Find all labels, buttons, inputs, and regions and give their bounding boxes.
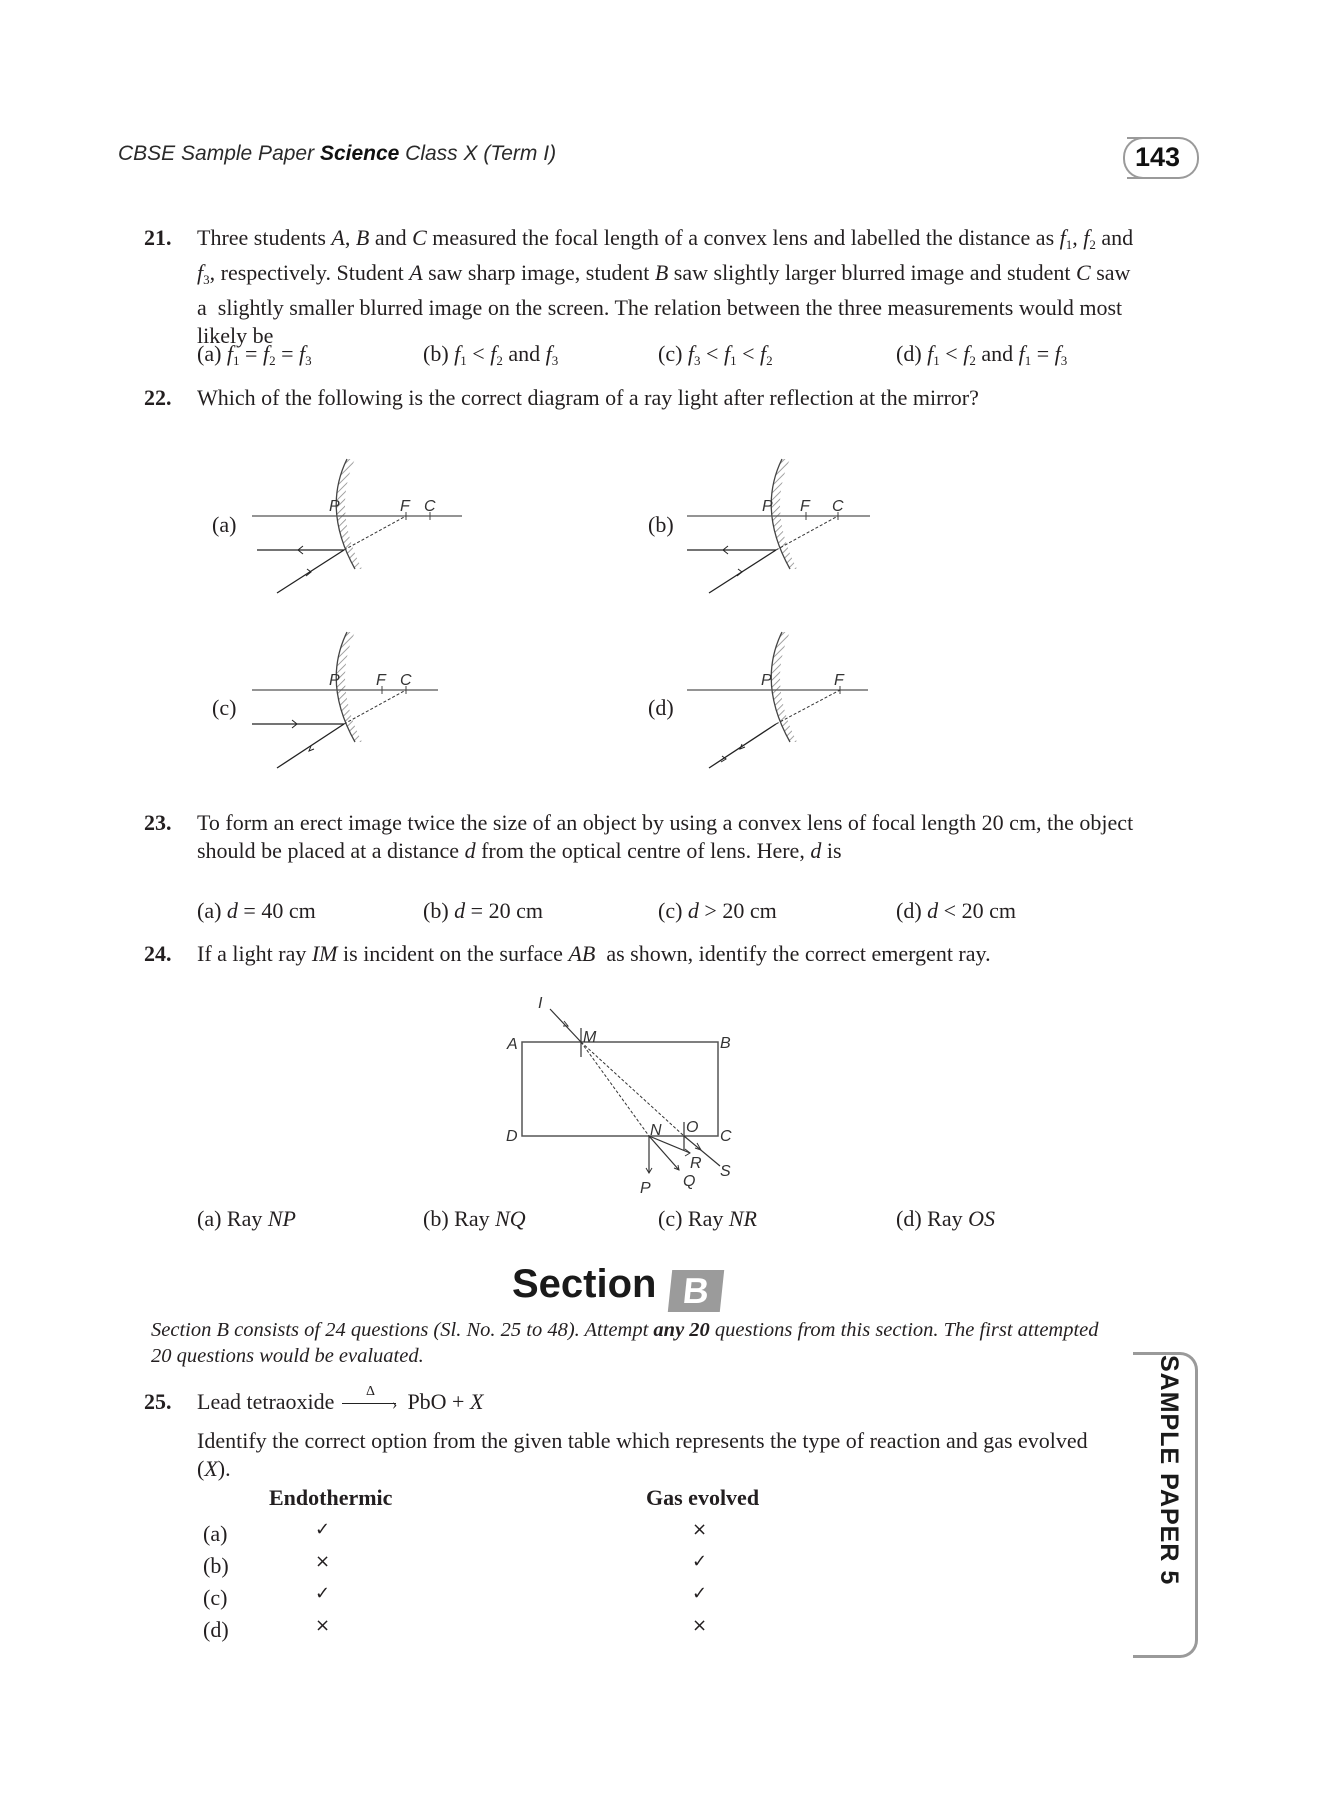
svg-text:S: S [720, 1163, 731, 1180]
svg-text:P: P [762, 498, 773, 515]
column-header-gas: Gas evolved [646, 1485, 760, 1510]
svg-text:B: B [720, 1035, 731, 1052]
diagram-c-label[interactable]: (c) [212, 695, 237, 720]
row-b-label[interactable]: (b) [203, 1553, 229, 1578]
option-c[interactable]: (c) $f_3 < f_1 < f_2$ [658, 341, 773, 368]
mirror-diagram-d [675, 628, 905, 778]
option-c[interactable]: (c) d > 20 cm [658, 898, 777, 923]
svg-text:C: C [424, 498, 436, 515]
row-c-label[interactable]: (c) [203, 1585, 228, 1610]
question-23-text: To form an erect image twice the size of an object by using a convex lens of focal length 20 cm, the object should be placed at a distance d from the optical centre of lens. Here, d is [197, 810, 1134, 863]
option-b[interactable]: (b) $f_1 < f_2$ and $f_3$ [423, 341, 559, 368]
svg-text:P: P [329, 498, 340, 515]
svg-text:C: C [720, 1128, 732, 1145]
svg-text:N: N [650, 1122, 662, 1139]
option-d[interactable]: (d) d < 20 cm [896, 898, 1016, 923]
mirror-diagram-a [240, 455, 470, 605]
svg-text:P: P [640, 1180, 651, 1197]
section-instructions: Section B consists of 24 questions (Sl. No. 25 to 48). Attempt any 20 questions from this section. The first attempted 20 questions would be evaluated. [151, 1319, 1099, 1367]
svg-text:C: C [832, 498, 844, 515]
column-header-endothermic: Endothermic [269, 1485, 393, 1510]
running-header: CBSE Sample Paper Science Class X (Term I) [118, 142, 557, 165]
option-c[interactable]: (c) Ray NR [658, 1206, 757, 1231]
option-d[interactable]: (d) Ray OS [896, 1206, 995, 1231]
svg-text:O: O [686, 1119, 699, 1136]
question-24-text: If a light ray IM is incident on the surface AB as shown, identify the correct emergent ray. [197, 941, 991, 966]
page-number-badge: 143 [1127, 137, 1199, 179]
svg-text:F: F [800, 498, 810, 515]
mirror-diagram-b [675, 455, 905, 605]
option-a[interactable]: (a) $f_1 = f_2 = f_3$ [197, 341, 312, 368]
svg-text:F: F [376, 672, 386, 689]
option-a[interactable]: (a) d = 40 cm [197, 898, 316, 923]
svg-text:M: M [583, 1029, 597, 1046]
svg-text:Q: Q [683, 1173, 696, 1190]
svg-text:A: A [507, 1036, 518, 1053]
diagram-d-label[interactable]: (d) [648, 695, 674, 720]
svg-text:C: C [400, 672, 412, 689]
svg-text:I: I [538, 995, 543, 1012]
mirror-diagram-c [240, 628, 470, 778]
row-a-label[interactable]: (a) [203, 1521, 228, 1546]
option-b[interactable]: (b) d = 20 cm [423, 898, 543, 923]
diagram-a-label[interactable]: (a) [212, 512, 237, 537]
glass-slab-diagram [480, 990, 740, 1210]
option-a[interactable]: (a) Ray NP [197, 1206, 296, 1231]
option-b[interactable]: (b) Ray NQ [423, 1206, 526, 1231]
question-21-text: Three students A, B and C measured the focal length of a convex lens and labelled the distance as $f_1$, $f_2$ and $f_3$, respectively. Student A saw sharp image, student B saw slightly larger blurred image and student C saw a slightly smaller blurred image on the screen. The relation between the three measurements would most likely be [197, 225, 1134, 348]
section-letter-badge: B [668, 1270, 724, 1312]
svg-text:R: R [690, 1155, 702, 1172]
section-heading: Section [512, 1262, 657, 1306]
svg-text:P: P [761, 672, 772, 689]
option-d[interactable]: (d) $f_1 < f_2$ and $f_1 = f_3$ [896, 341, 1068, 368]
reaction-arrow: Δ › [340, 1394, 402, 1414]
svg-text:D: D [506, 1128, 518, 1145]
reaction-equation: Lead tetraoxide Δ › PbO + X [197, 1383, 484, 1414]
sample-paper-side-tab: SAMPLE PAPER 5 [1133, 1352, 1198, 1658]
svg-text:P: P [329, 672, 340, 689]
row-d-label[interactable]: (d) [203, 1617, 229, 1642]
svg-text:F: F [834, 672, 844, 689]
diagram-b-label[interactable]: (b) [648, 512, 674, 537]
svg-text:F: F [400, 498, 410, 515]
